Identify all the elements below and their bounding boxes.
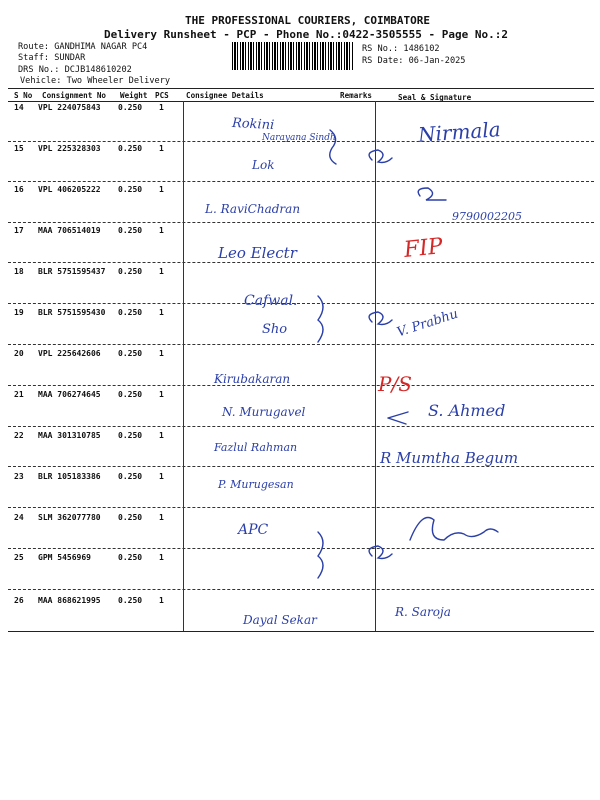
col-header-weight: Weight [120,91,148,100]
handwritten-signature: R Mumtha Begum [380,449,519,467]
row-pcs: 1 [159,349,164,358]
signature-stroke [369,546,392,559]
signature-stroke [369,150,392,163]
handwritten-signature: 9790002205 [452,210,522,223]
signature-stroke [410,518,498,541]
row-sno: 23 [14,472,24,481]
handwritten-consignee: Lok [252,158,275,172]
row-consignment: MAA 706274645 [38,390,101,399]
row-sno: 15 [14,144,24,153]
handwritten-consignee: Sho [262,322,288,337]
handwritten-consignee: Cafwal. [244,293,298,309]
row-sno: 25 [14,553,24,562]
row-weight: 0.250 [118,103,143,112]
row-consignment: MAA 706514019 [38,226,101,235]
row-consignment: VPL 225328303 [38,144,101,153]
row-pcs: 1 [159,513,164,522]
row-sno: 17 [14,226,24,235]
company-title: THE PROFESSIONAL COURIERS, COIMBATORE [185,14,431,27]
row-pcs: 1 [159,226,164,235]
signature-stroke [369,312,392,325]
handwritten-consignee: Kirubakaran [214,372,291,386]
rs-date: RS Date: 06-Jan-2025 [362,56,466,66]
row-weight: 0.250 [118,553,143,562]
staff-label: Staff: SUNDAR [18,53,86,63]
col-header-sno: S No [14,91,33,100]
row-weight: 0.250 [118,513,143,522]
row-sno: 21 [14,390,24,399]
row-consignment: VPL 406205222 [38,185,101,194]
row-weight: 0.250 [118,390,143,399]
signature-stroke [388,412,408,424]
row-sno: 18 [14,267,24,276]
route-label: Route: GANDHIMA NAGAR PC4 [18,42,148,52]
vehicle-label: Vehicle: Two Wheeler Delivery [20,76,171,86]
handwritten-consignee: Leo Electr [218,244,297,262]
row-sno: 14 [14,103,24,112]
handwritten-signature: R. Saroja [395,605,451,619]
handwritten-consignee: Rokini [231,115,275,134]
row-weight: 0.250 [118,308,143,317]
runsheet-subtitle: Delivery Runsheet - PCP - Phone No.:0422-3505555 - Page No.:2 [104,28,508,41]
row-pcs: 1 [159,103,164,112]
handwritten-consignee: P. Murugesan [218,478,294,491]
handwritten-consignee: L. RaviChadran [205,202,301,216]
row-consignment: SLM 362077780 [38,513,101,522]
handwritten-consignee: N. Murugavel [222,405,306,419]
handwritten-consignee: Narayana Sindh [262,133,336,143]
bracket-stroke [330,130,336,164]
row-weight: 0.250 [118,185,143,194]
rs-number: RS No.: 1486102 [362,44,440,54]
handwritten-consignee: Dayal Sekar [243,613,317,627]
col-header-remarks: Remarks [340,91,373,100]
col-header-pcs: PCS [155,91,169,100]
row-consignment: GPM 5456969 [38,553,91,562]
handwritten-consignee: Fazlul Rahman [214,441,298,454]
row-sno: 24 [14,513,24,522]
row-pcs: 1 [159,390,164,399]
row-pcs: 1 [159,553,164,562]
row-consignment: BLR 5751595437 [38,267,106,276]
col-header-seal: Seal & Signature [398,93,472,102]
row-weight: 0.250 [118,431,143,440]
bracket-stroke [318,532,323,578]
row-sno: 16 [14,185,24,194]
handwritten-remark: FIP [402,234,444,263]
row-pcs: 1 [159,472,164,481]
row-weight: 0.250 [118,472,143,481]
signature-stroke [418,188,446,200]
row-weight: 0.250 [118,596,143,605]
row-weight: 0.250 [118,349,143,358]
col-header-consignee: Consignee Details [186,91,264,100]
row-sno: 19 [14,308,24,317]
row-pcs: 1 [159,596,164,605]
row-pcs: 1 [159,308,164,317]
row-consignment: BLR 105183386 [38,472,101,481]
row-consignment: VPL 225642606 [38,349,101,358]
row-sno: 26 [14,596,24,605]
handwritten-remark: P/S [378,372,412,396]
row-sno: 20 [14,349,24,358]
row-pcs: 1 [159,267,164,276]
row-weight: 0.250 [118,267,143,276]
col-header-consignment: Consignment No [42,91,107,100]
bracket-stroke [318,296,323,342]
handwritten-signature: Nirmala [417,117,502,147]
handwritten-signature: S. Ahmed [428,401,506,420]
row-consignment: BLR 5751595430 [38,308,106,317]
row-weight: 0.250 [118,144,143,153]
handwritten-signature: V. Prabhu [395,306,460,341]
row-pcs: 1 [159,431,164,440]
drs-number: DRS No.: DCJB148610202 [18,65,132,75]
row-sno: 22 [14,431,24,440]
handwritten-consignee: APC [238,522,269,538]
row-pcs: 1 [159,185,164,194]
row-consignment: MAA 301310785 [38,431,101,440]
row-consignment: VPL 224075843 [38,103,101,112]
row-weight: 0.250 [118,226,143,235]
row-consignment: MAA 868621995 [38,596,101,605]
row-pcs: 1 [159,144,164,153]
